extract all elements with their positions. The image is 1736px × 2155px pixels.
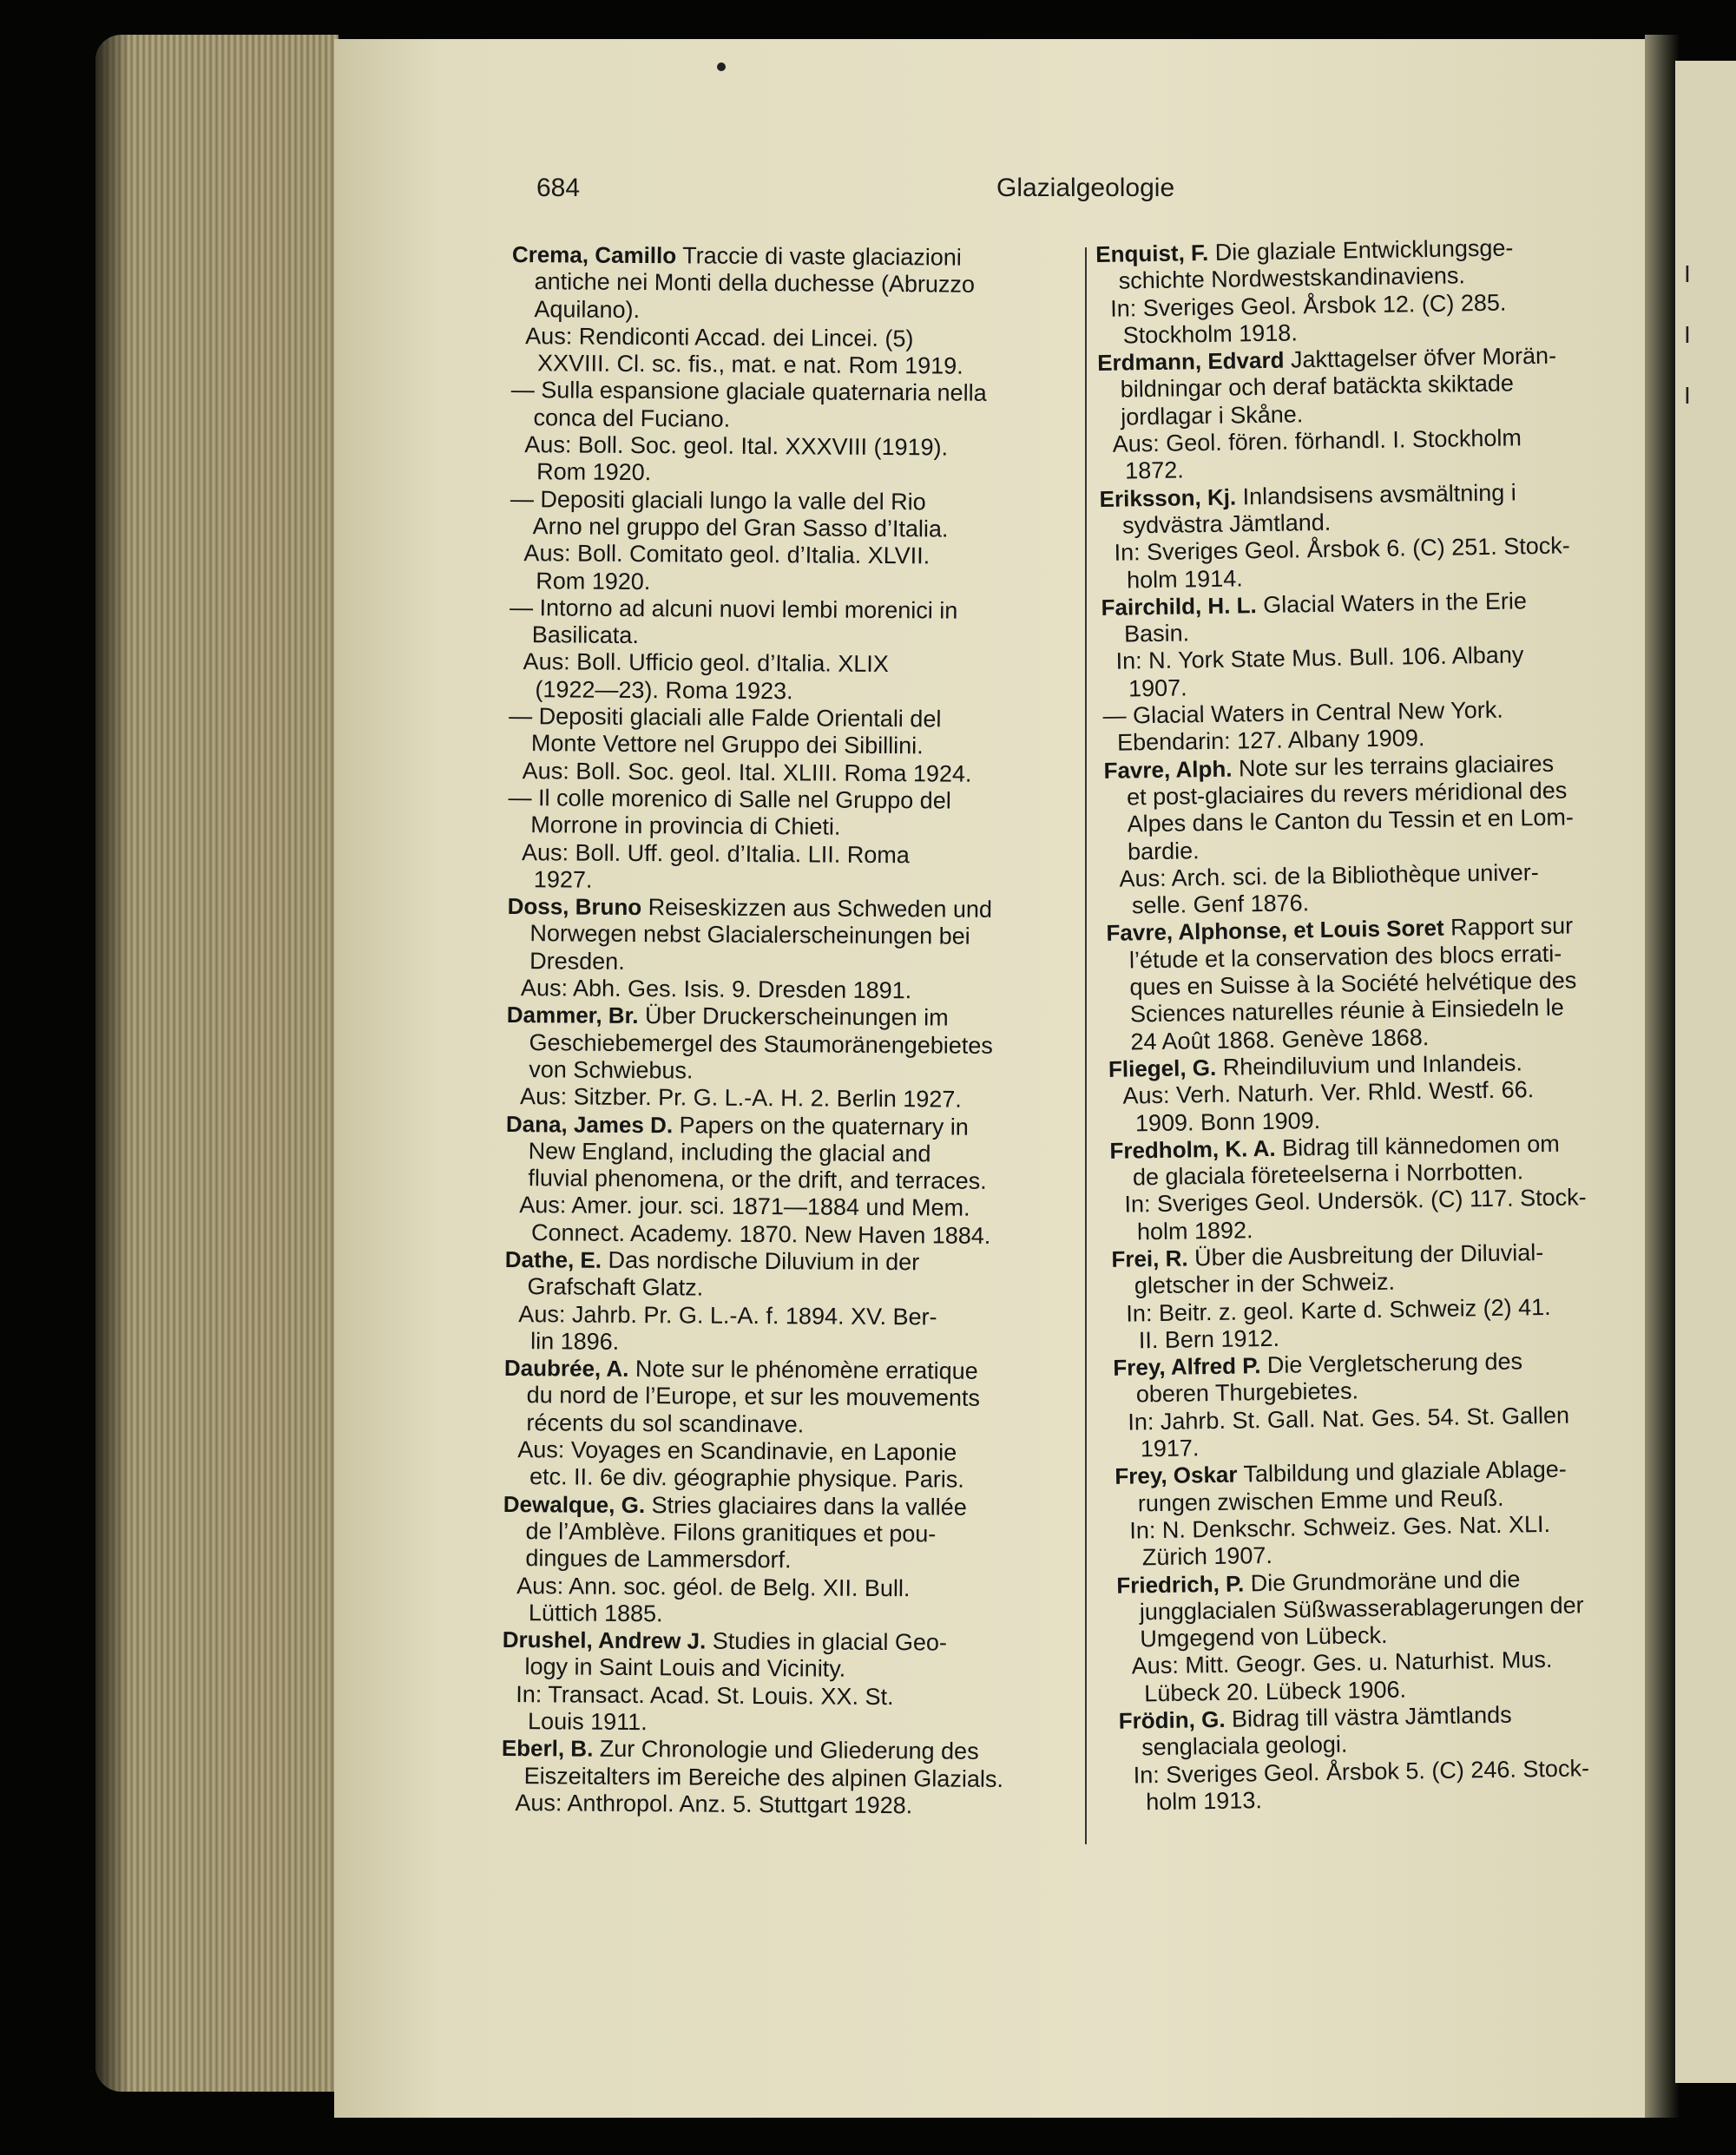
- source-line: In: Transact. Acad. St. Louis. XX. St.: [516, 1680, 894, 1710]
- entry-title-text: Stries glaciaires dans la vallée: [645, 1491, 967, 1521]
- continuation-line: Lübeck 20. Lübeck 1906.: [1144, 1676, 1407, 1707]
- continuation-line: récents du sol scandinave.: [526, 1409, 805, 1438]
- author-name: Eriksson, Kj.: [1099, 483, 1237, 512]
- entry-title-text: Note sur les terrains glaciaires: [1232, 750, 1555, 782]
- source-line: Ebendarin: 127. Albany 1909.: [1116, 725, 1425, 757]
- continuation-line: holm 1914.: [1126, 564, 1243, 594]
- bibliography-entry: [1115, 1455, 1618, 1572]
- bibliography-entry: [1109, 1130, 1613, 1246]
- continuation-line: 1872.: [1124, 457, 1184, 484]
- continuation-line: bildningar och deraf batäckta skiktade: [1120, 370, 1515, 404]
- continuation-line: Alpes dans le Canton du Tessin et en Lom-: [1127, 804, 1575, 838]
- bibliography-entry: [1099, 478, 1602, 595]
- entry-title-text: Talbildung und glaziale Ablage-: [1237, 1456, 1567, 1488]
- bibliography-entry: [504, 1246, 1052, 1359]
- entry-first-line: [502, 1735, 1049, 1766]
- continuation-line: XXVIII. Cl. sc. fis., mat. e nat. Rom 1919.: [536, 350, 963, 379]
- gutter: [1645, 35, 1680, 2118]
- source-line: Aus: Boll. Soc. geol. Ital. XLIII. Roma 1924.: [522, 757, 972, 787]
- source-line: Aus: Boll. Uff. geol. d’Italia. LII. Roma: [521, 838, 910, 868]
- continuation-line: Norwegen nebst Glacialerscheinungen bei: [529, 920, 970, 950]
- author-name: Friedrich, P.: [1116, 1570, 1245, 1599]
- author-name: Drushel, Andrew J.: [502, 1626, 707, 1654]
- source-line: In: Beitr. z. geol. Karte d. Schweiz (2) 41.: [1126, 1293, 1551, 1327]
- entry-title-text: Reiseskizzen aus Schweden und: [641, 894, 993, 923]
- continuation-line: 24 Août 1868. Genève 1868.: [1130, 1023, 1430, 1055]
- dash-entry-line: — Sulla espansione glaciale quaternaria nella: [510, 377, 987, 407]
- continuation-line: von Schwiebus.: [529, 1056, 694, 1084]
- source-line: In: Sveriges Geol. Årsbok 6. (C) 251. Stock-: [1114, 532, 1571, 566]
- bibliography-entry: [509, 703, 1056, 788]
- bibliography-entry: [503, 1491, 1050, 1631]
- source-line: Aus: Jahrb. Pr. G. L.-A. f. 1894. XV. Ber-: [518, 1300, 937, 1330]
- entry-title-text: Die glaziale Entwicklungsge-: [1207, 234, 1514, 266]
- continuation-line: Rom 1920.: [536, 458, 652, 486]
- bibliography-entry: [510, 486, 1057, 599]
- bibliography-entry: [1108, 1048, 1611, 1138]
- continuation-line: Dresden.: [529, 947, 625, 975]
- continuation-line: Morrone in provincia di Chieti.: [530, 811, 841, 840]
- edge-glyph: I: [1684, 382, 1691, 409]
- continuation-line: de glaciala företeelserna i Norrbotten.: [1132, 1158, 1524, 1191]
- page-edges: [95, 35, 339, 2092]
- source-line: In: N. Denkschr. Schweiz. Ges. Nat. XLI.: [1129, 1510, 1551, 1544]
- continuation-line: Eiszeitalters im Bereiche des alpinen Glazials.: [523, 1762, 1004, 1792]
- entry-title-text: Studies in glacial Geo-: [706, 1627, 948, 1656]
- author-name: Frey, Alfred P.: [1113, 1352, 1261, 1382]
- edge-shadow: [95, 35, 130, 2092]
- bibliography-entry: [1097, 342, 1601, 486]
- next-page-glyphs: [1684, 260, 1691, 443]
- continuation-line: conca del Fuciano.: [533, 404, 731, 432]
- continuation-line: jungglacialen Süßwasserablagerungen der: [1139, 1592, 1584, 1626]
- entry-first-line: [503, 1626, 1049, 1658]
- author-name: Erdmann, Edvard: [1096, 346, 1285, 377]
- continuation-line: lin 1896.: [530, 1328, 620, 1355]
- dash-entry-line: — Depositi glaciali alle Falde Orientali del: [509, 703, 942, 733]
- continuation-line: de l’Amblève. Filons granitiques et pou-: [525, 1518, 937, 1547]
- author-name: Dathe, E.: [504, 1245, 602, 1273]
- continuation-line: Umgegend von Lübeck.: [1140, 1622, 1388, 1652]
- continuation-line: gletscher in der Schweiz.: [1134, 1269, 1396, 1299]
- continuation-line: ques en Suisse à la Société helvétique des: [1129, 967, 1577, 1001]
- entry-title-text: Rheindiluvium und Inlandeis.: [1215, 1049, 1523, 1081]
- continuation-line: Connect. Academy. 1870. New Haven 1884.: [530, 1219, 991, 1249]
- continuation-line: sydvästra Jämtland.: [1121, 509, 1332, 539]
- author-name: Dammer, Br.: [506, 1002, 639, 1029]
- author-name: Doss, Bruno: [507, 893, 642, 921]
- continuation-line: holm 1913.: [1146, 1787, 1263, 1816]
- continuation-line: Grafschaft Glatz.: [527, 1273, 704, 1301]
- bibliography-entry: [1119, 1700, 1622, 1817]
- entry-first-line: [504, 1355, 1051, 1386]
- entry-first-line: [507, 1002, 1054, 1033]
- entry-title-text: Traccie di vaste glaciazioni: [676, 242, 962, 271]
- continuation-line: rungen zwischen Emme und Reuß.: [1137, 1484, 1504, 1517]
- entry-title-text: Inlandsisens avsmältning i: [1235, 479, 1517, 510]
- bibliography-entry: [502, 1626, 1049, 1739]
- source-line: Aus: Sitzber. Pr. G. L.-A. H. 2. Berlin 1927.: [520, 1083, 962, 1113]
- bibliography-entry: [501, 1735, 1049, 1820]
- bibliography-entry: [505, 1110, 1053, 1250]
- entry-title-text: Jakttagelser öfver Morän-: [1284, 342, 1557, 373]
- source-line: Aus: Verh. Naturh. Ver. Rhld. Westf. 66.: [1122, 1076, 1535, 1109]
- source-line: In: Jahrb. St. Gall. Nat. Ges. 54. St. Gallen: [1128, 1402, 1570, 1436]
- continuation-line: Lüttich 1885.: [528, 1600, 663, 1627]
- entry-title-text: Note sur le phénomène erratique: [628, 1356, 978, 1384]
- source-line: Aus: Boll. Comitato geol. d’Italia. XLVII.: [523, 540, 930, 569]
- continuation-line: selle. Genf 1876.: [1131, 890, 1310, 919]
- continuation-line: 1907.: [1128, 674, 1187, 702]
- continuation-line: holm 1892.: [1136, 1216, 1253, 1245]
- author-name: Crema, Camillo: [511, 241, 677, 269]
- column-rule: [1085, 247, 1087, 1844]
- continuation-line: logy in Saint Louis and Vicinity.: [524, 1653, 846, 1683]
- dash-entry-line: — Glacial Waters in Central New York.: [1102, 696, 1503, 729]
- continuation-line: dingues de Lammersdorf.: [525, 1545, 792, 1574]
- continuation-line: etc. II. 6e div. géographie physique. Paris.: [529, 1463, 964, 1494]
- bibliography-entry: [510, 377, 1058, 489]
- dash-entry-line: — Intorno ad alcuni nuovi lembi morenici in: [509, 594, 958, 624]
- source-line: In: Sveriges Geol. Årsbok 12. (C) 285.: [1109, 289, 1507, 322]
- edge-glyph: I: [1684, 321, 1691, 348]
- entry-title-text: Zur Chronologie und Gliederung des: [593, 1736, 979, 1765]
- continuation-line: oberen Thurgebietes.: [1135, 1377, 1359, 1408]
- entry-first-line: [506, 1110, 1053, 1141]
- source-line: Aus: Ann. soc. géol. de Belg. XII. Bull.: [516, 1572, 911, 1601]
- continuation-line: Stockholm 1918.: [1122, 319, 1299, 349]
- continuation-line: 1927.: [533, 866, 593, 893]
- continuation-line: Monte Vettore nel Gruppo dei Sibillini.: [530, 730, 924, 759]
- continuation-line: jordlagar i Skåne.: [1120, 401, 1304, 430]
- continuation-line: II. Bern 1912.: [1138, 1324, 1280, 1354]
- continuation-line: (1922—23). Roma 1923.: [535, 675, 793, 705]
- source-line: Aus: Geol. fören. förhandl. I. Stockholm: [1112, 424, 1522, 457]
- author-name: Dana, James D.: [505, 1110, 674, 1138]
- source-line: In: N. York State Mus. Bull. 106. Albany: [1115, 641, 1524, 675]
- author-name: Favre, Alphonse, et Louis Soret: [1106, 915, 1444, 947]
- bibliography-entry: [1106, 912, 1609, 1056]
- bibliography-entry: [1095, 233, 1599, 350]
- left-column: [501, 241, 1059, 1821]
- author-name: Enquist, F.: [1095, 239, 1209, 267]
- bibliography-entry: [507, 893, 1055, 1006]
- continuation-line: senglaciala geologi.: [1141, 1731, 1348, 1761]
- continuation-line: du nord de l’Europe, et sur les mouvements: [526, 1382, 981, 1412]
- source-line: Aus: Amer. jour. sci. 1871—1884 und Mem.: [519, 1192, 970, 1222]
- dash-entry-line: — Il colle morenico di Salle nel Gruppo del: [508, 784, 951, 814]
- source-line: Aus: Boll. Ufficio geol. d’Italia. XLIX: [523, 648, 889, 678]
- source-line: Aus: Abh. Ges. Isis. 9. Dresden 1891.: [520, 975, 912, 1004]
- continuation-line: Arno nel gruppo del Gran Sasso d’Italia.: [532, 513, 949, 542]
- source-line: Aus: Mitt. Geogr. Ges. u. Naturhist. Mus.: [1131, 1646, 1553, 1679]
- source-line: Aus: Anthropol. Anz. 5. Stuttgart 1928.: [515, 1789, 913, 1819]
- continuation-line: Louis 1911.: [527, 1708, 648, 1736]
- bibliography-entry: [506, 1002, 1054, 1114]
- entry-title-text: Die Vergletscherung des: [1260, 1348, 1523, 1379]
- source-line: Aus: Rendiconti Accad. dei Lincei. (5): [525, 323, 914, 352]
- continuation-line: Geschiebemergel des Staumoränengebietes: [529, 1028, 993, 1059]
- bibliography-entry: [503, 1355, 1051, 1495]
- continuation-line: 1917.: [1140, 1435, 1200, 1462]
- bibliography-entry: [1101, 587, 1604, 703]
- source-line: Aus: Voyages en Scandinavie, en Laponie: [517, 1436, 957, 1466]
- continuation-line: fluvial phenomena, or the drift, and terraces.: [528, 1165, 987, 1194]
- bibliography-entry: [509, 595, 1056, 707]
- entry-first-line: [508, 893, 1055, 924]
- author-name: Favre, Alph.: [1103, 755, 1233, 784]
- bibliography-entry: [508, 785, 1055, 897]
- entry-first-line: [503, 1491, 1050, 1522]
- entry-title-text: Rapport sur: [1443, 912, 1574, 942]
- entry-title-text: Glacial Waters in the Erie: [1256, 588, 1528, 618]
- author-name: Frödin, G.: [1118, 1705, 1226, 1734]
- entry-title-text: Die Grundmoräne und die: [1243, 1566, 1521, 1597]
- continuation-line: New England, including the glacial and: [528, 1137, 931, 1167]
- source-line: In: Sveriges Geol. Undersök. (C) 117. Stock-: [1124, 1184, 1587, 1219]
- source-line: Aus: Boll. Soc. geol. Ital. XXXVIII (1919).: [524, 431, 949, 461]
- bibliography-entry: [1113, 1347, 1616, 1463]
- author-name: Frei, R.: [1111, 1245, 1188, 1272]
- bibliography-entry: [1103, 749, 1608, 920]
- continuation-line: Aquilano).: [534, 295, 641, 323]
- entry-title-text: Über Druckerscheinungen im: [638, 1002, 949, 1031]
- entry-title-text: Über die Ausbreitung der Diluvial-: [1187, 1239, 1544, 1271]
- author-name: Dewalque, G.: [503, 1490, 646, 1518]
- running-title: Glazialgeologie: [996, 174, 1175, 202]
- continuation-line: Sciences naturelles réunie à Einsiedeln le: [1129, 994, 1564, 1028]
- dash-entry-line: — Depositi glaciali lungo la valle del Rio: [510, 485, 926, 516]
- entry-title-text: Bidrag till västra Jämtlands: [1225, 1701, 1512, 1732]
- entry-title-text: Papers on the quaternary in: [673, 1111, 969, 1140]
- continuation-line: Basilicata.: [531, 621, 639, 649]
- entry-title-text: Bidrag till kännedomen om: [1275, 1130, 1560, 1161]
- continuation-line: et post-glaciaires du revers méridional des: [1126, 777, 1568, 811]
- entry-first-line: [505, 1246, 1052, 1278]
- bibliography-entry: [1102, 695, 1605, 758]
- entry-title-text: Das nordische Diluvium in der: [601, 1246, 920, 1276]
- bibliography-entry: [1116, 1564, 1620, 1708]
- author-name: Fredholm, K. A.: [1109, 1134, 1276, 1164]
- continuation-line: Rom 1920.: [536, 567, 651, 595]
- author-name: Frey, Oskar: [1115, 1461, 1238, 1490]
- ink-dot: [717, 62, 726, 71]
- page-number: 684: [536, 174, 581, 202]
- edge-glyph: I: [1684, 260, 1691, 287]
- continuation-line: antiche nei Monti della duchesse (Abruzzo: [534, 268, 976, 299]
- entry-first-line: [512, 241, 1059, 273]
- continuation-line: l’étude et la conservation des blocs errati-: [1128, 940, 1562, 974]
- continuation-line: Zürich 1907.: [1141, 1542, 1273, 1571]
- continuation-line: schichte Nordwestskandinaviens.: [1118, 262, 1466, 294]
- author-name: Fliegel, G.: [1108, 1054, 1217, 1082]
- author-name: Daubrée, A.: [503, 1355, 629, 1383]
- bibliography-entry: [1111, 1238, 1614, 1355]
- source-line: Aus: Arch. sci. de la Bibliothèque univer-: [1119, 858, 1539, 892]
- right-column: [1095, 233, 1621, 1817]
- source-line: In: Sveriges Geol. Årsbok 5. (C) 246. Stock-: [1133, 1754, 1590, 1789]
- author-name: Fairchild, H. L.: [1101, 591, 1257, 621]
- author-name: Eberl, B.: [501, 1735, 594, 1763]
- continuation-line: bardie.: [1127, 837, 1200, 865]
- bibliography-entry: [511, 241, 1059, 381]
- continuation-line: 1909. Bonn 1909.: [1134, 1107, 1321, 1136]
- continuation-line: Basin.: [1123, 620, 1190, 647]
